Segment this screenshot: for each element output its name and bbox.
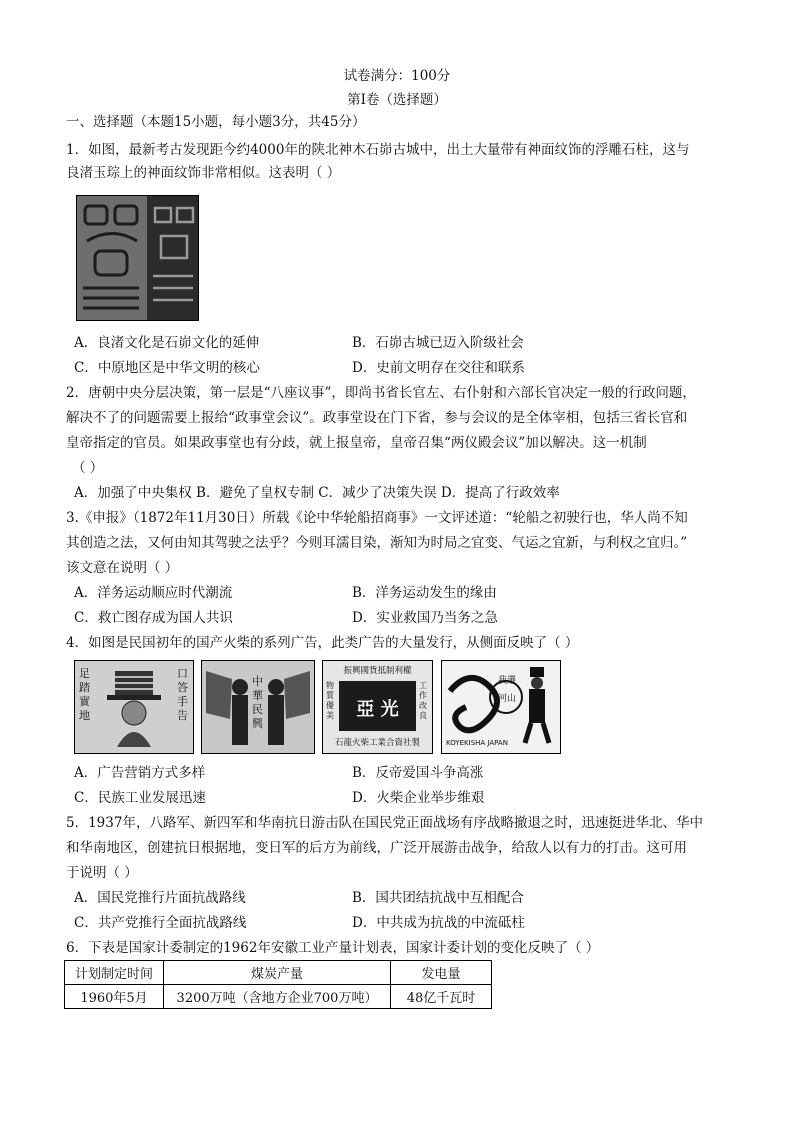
table-header-cell: 发电量 <box>391 961 492 985</box>
q3-option-d[interactable]: D．实业救国乃当务之急 <box>352 610 498 626</box>
table-cell: 3200万吨（含地方企业700万吨） <box>164 985 391 1009</box>
label3-main-text: 亞 光 <box>356 699 399 720</box>
q3-line3: 该文意在说明（ ） <box>66 560 179 576</box>
q1-option-d[interactable]: D．史前文明存在交往和联系 <box>352 360 525 376</box>
table-header-row <box>65 961 492 985</box>
q3-option-b[interactable]: B．洋务运动发生的缘由 <box>352 585 497 601</box>
q3-option-c[interactable]: C．救亡图存成为国人共识 <box>74 610 233 626</box>
table-row <box>65 985 492 1009</box>
q5-line1: 5．1937年，八路军、新四军和华南抗日游击队在国民党正面战场有序战略撤退之时，迅速挺进华北、华中 <box>66 815 703 831</box>
label4-mid-text: 河山 <box>498 694 517 704</box>
label3-top-text: 振興國貨抵制利權 <box>343 666 412 676</box>
figure-with-hat-icon <box>97 667 171 747</box>
stone-pillar-image <box>76 195 199 321</box>
table-cell: 1960年5月 <box>65 985 164 1009</box>
table-cell: 48亿千瓦时 <box>391 985 492 1009</box>
q1-option-c[interactable]: C．中原地区是中华文明的核心 <box>74 360 260 376</box>
q1-option-a[interactable]: A．良渚文化是石峁文化的延伸 <box>74 335 260 351</box>
q5-option-d[interactable]: D．中共成为抗战的中流砥柱 <box>352 915 525 931</box>
label1-right-text: 口答手告 <box>177 667 188 722</box>
matchbox-label-1 <box>74 660 194 754</box>
label3-right-text: 物質優美 <box>326 681 334 720</box>
volume-title: 第Ⅰ卷（选择题） <box>347 92 447 108</box>
section-title: 一、选择题（本题15小题，每小题3分，共45分） <box>66 114 366 130</box>
q3-option-a[interactable]: A．洋务运动顺应时代潮流 <box>74 585 233 601</box>
q1-line1: 1．如图，最新考古发现距今约4000年的陕北神木石峁古城中，出土大量带有神面纹饰的浮雕石柱，这与 <box>66 142 690 158</box>
q5-option-a[interactable]: A．国民党推行片面抗战路线 <box>74 890 246 906</box>
q2-line4: （ ） <box>72 460 104 476</box>
matchbox-label-3 <box>322 660 433 754</box>
label2-text: 中華民興 <box>252 675 263 730</box>
q5-option-c[interactable]: C．共产党推行全面抗战路线 <box>74 915 247 931</box>
label3-bottom-text: 石龍火柴工業合資社製 <box>334 738 420 748</box>
q4-option-d[interactable]: D．火柴企业举步维艰 <box>352 790 485 806</box>
q4-option-b[interactable]: B．反帝爱国斗争高涨 <box>352 765 484 781</box>
q1-line2: 良渚玉琮上的神面纹饰非常相似。这表明（ ） <box>66 165 341 181</box>
label4-bottom-text: KOYEKISHA JAPAN <box>446 739 508 747</box>
q4-option-a[interactable]: A．广告营销方式多样 <box>74 765 206 781</box>
table-header-cell: 计划制定时间 <box>65 961 164 985</box>
q4-option-c[interactable]: C．民族工业发展迅速 <box>74 790 206 806</box>
table-header-cell: 煤炭产量 <box>164 961 391 985</box>
q6-line1: 6．下表是国家计委制定的1962年安徽工业产量计划表，国家计委计划的变化反映了（ ） <box>66 940 600 956</box>
q5-line2: 和华南地区，创建抗日根据地，变日军的后方为前线，广泛开展游击战争，给敌人以有力的打击。这可用 <box>66 840 687 856</box>
q1-option-b[interactable]: B．石峁古城已迈入阶级社会 <box>352 335 524 351</box>
q3-line1: 3.《申报》（1872年11月30日）所载《论中华轮船招商事》一文评述道：“轮船之初驶行也，华人尚不知 <box>66 510 688 526</box>
q2-line2: 解决不了的问题需要上报给“政事堂会议”。政事堂设在门下省，参与会议的是全体宰相，包括三省长官和 <box>66 410 688 426</box>
matchbox-label-2 <box>201 660 315 754</box>
matchbox-label-4 <box>441 660 561 754</box>
q4-line1: 4．如图是民国初年的国产火柴的系列广告，此类广告的大量发行，从侧面反映了（ ） <box>66 635 579 651</box>
label4-top-text: 我選 <box>498 676 517 686</box>
full-score: 试卷满分：100分 <box>343 68 451 84</box>
label3-left-text: 工作改良 <box>419 681 427 720</box>
q5-option-b[interactable]: B．国共团结抗战中互相配合 <box>352 890 524 906</box>
production-plan-table <box>64 960 492 1009</box>
q5-line3: 于说明（ ） <box>66 865 138 881</box>
q2-line3: 皇帝指定的官员。如果政事堂也有分歧，就上报皇帝，皇帝召集“两仪殿会议”加以解决。这一机制 <box>66 435 647 451</box>
q3-line2: 其创造之法，又何由知其驾驶之法乎？今则耳濡目染，渐知为时局之宜变、气运之宜新，与利权之宜归。” <box>66 535 688 551</box>
q2-options[interactable]: A．加强了中央集权 B．避免了皇权专制 C．减少了决策失误 D．提高了行政效率 <box>74 485 560 501</box>
q2-line1: 2．唐朝中央分层决策，第一层是“八座议事”，即尚书省长官左、右仆射和六部长官决定一般的行政问题， <box>66 385 696 401</box>
label1-left-text: 足踏實地 <box>79 667 90 722</box>
